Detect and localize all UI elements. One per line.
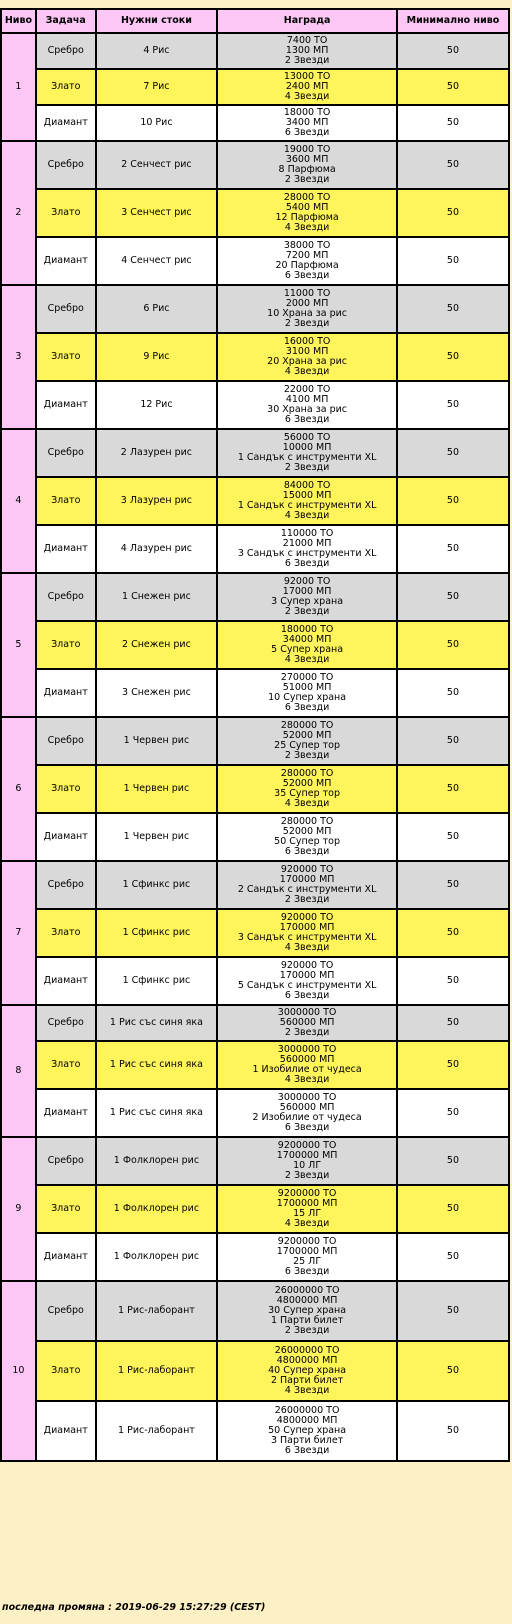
reward-line: 10000 МП [282,442,332,453]
task-cell: Сребро [36,33,96,69]
table-row [1,525,509,573]
min-level-cell: 50 [397,573,509,621]
reward-line: 4 Звезди [284,510,330,521]
reward-line: 7400 ТО [286,35,328,46]
reward-cell [217,621,397,669]
goods-cell: 3 Снежен рис [96,669,218,717]
min-level-cell: 50 [397,237,509,285]
table-row [1,429,509,477]
reward-line: 3100 МП [285,346,329,357]
reward-line: 2 Парти билет [270,1375,344,1386]
header-reward: Награда [217,9,397,33]
reward-line: 25 ЛГ [293,1256,322,1267]
header-min-level: Минимално ниво [397,9,509,33]
reward-line: 3600 МП [285,154,329,165]
reward-line: 2 Звезди [284,1325,330,1336]
reward-line: 1700000 МП [276,1150,338,1161]
reward-cell [217,33,397,69]
goods-cell: 3 Лазурен рис [96,477,218,525]
table-row [1,1005,509,1041]
table-row [1,1233,509,1281]
reward-line: 3 Парти билет [270,1435,344,1446]
level-cell: 9 [1,1137,36,1281]
reward-cell [217,105,397,141]
reward-line: 2 Изобилие от чудеса [252,1112,362,1123]
goods-cell: 1 Сфинкс рис [96,909,218,957]
reward-cell [217,381,397,429]
reward-cell [217,141,397,189]
reward-line: 17000 МП [282,586,332,597]
table-row [1,861,509,909]
goods-cell: 9 Рис [96,333,218,381]
task-cell: Диамант [36,525,96,573]
reward-line: 6 Звезди [284,702,330,713]
table-header-row [1,9,509,33]
min-level-cell: 50 [397,717,509,765]
goods-cell: 6 Рис [96,285,218,333]
header-goods: Нужни стоки [96,9,218,33]
reward-line: 6 Звезди [284,1445,330,1456]
min-level-cell: 50 [397,429,509,477]
reward-line: 6 Звезди [284,1122,330,1133]
reward-line: 25 Супер тор [274,740,341,751]
level-cell: 8 [1,1005,36,1137]
reward-line: 5400 МП [285,202,329,213]
reward-line: 10 Супер храна [268,692,347,703]
table-row [1,333,509,381]
reward-line: 15000 МП [282,490,332,501]
level-cell: 6 [1,717,36,861]
table-row [1,669,509,717]
task-cell: Злато [36,69,96,105]
reward-line: 3000000 ТО [277,1092,337,1103]
goods-cell: 1 Фолклорен рис [96,1233,218,1281]
table-row [1,573,509,621]
level-cell: 4 [1,429,36,573]
reward-line: 4800000 МП [276,1415,338,1426]
task-cell: Диамант [36,237,96,285]
reward-line: 26000000 ТО [274,1285,340,1296]
reward-line: 280000 ТО [280,720,334,731]
min-level-cell: 50 [397,621,509,669]
reward-line: 38000 ТО [283,240,331,251]
reward-line: 560000 МП [279,1054,335,1065]
min-level-cell: 50 [397,1185,509,1233]
reward-line: 2 Сандък с инструменти XL [237,884,377,895]
table-row [1,1185,509,1233]
task-cell: Сребро [36,1005,96,1041]
reward-line: 920000 ТО [280,960,334,971]
goods-cell: 1 Червен рис [96,813,218,861]
min-level-cell: 50 [397,1281,509,1341]
reward-line: 30 Супер храна [268,1305,347,1316]
reward-line: 560000 МП [279,1102,335,1113]
reward-line: 9200000 ТО [277,1236,337,1247]
reward-line: 2 Звезди [284,750,330,761]
reward-line: 21000 МП [282,538,332,549]
reward-cell [217,861,397,909]
table-row [1,1341,509,1401]
min-level-cell: 50 [397,105,509,141]
goods-cell: 1 Сфинкс рис [96,957,218,1005]
task-cell: Сребро [36,573,96,621]
reward-line: 52000 МП [282,826,332,837]
table-row [1,621,509,669]
reward-line: 51000 МП [282,682,332,693]
reward-line: 52000 МП [282,778,332,789]
reward-line: 3400 МП [285,117,329,128]
reward-cell [217,1137,397,1185]
reward-cell [217,813,397,861]
reward-line: 56000 ТО [283,432,331,443]
task-cell: Сребро [36,429,96,477]
min-level-cell: 50 [397,909,509,957]
reward-line: 3 Сандък с инструменти XL [237,548,377,559]
header-task: Задача [36,9,96,33]
goods-cell: 4 Лазурен рис [96,525,218,573]
task-cell: Диамант [36,1089,96,1137]
min-level-cell: 50 [397,33,509,69]
goods-cell: 4 Рис [96,33,218,69]
reward-line: 16000 ТО [283,336,331,347]
reward-line: 7200 МП [285,250,329,261]
task-cell: Диамант [36,1401,96,1461]
reward-line: 4 Звезди [284,1074,330,1085]
reward-line: 180000 ТО [280,624,334,635]
table-row [1,237,509,285]
reward-line: 4 Звезди [284,366,330,377]
min-level-cell: 50 [397,1401,509,1461]
min-level-cell: 50 [397,1005,509,1041]
reward-line: 2 Звезди [284,318,330,329]
table-row [1,285,509,333]
reward-line: 2000 МП [285,298,329,309]
reward-line: 6 Звезди [284,270,330,281]
task-cell: Диамант [36,669,96,717]
reward-line: 10 ЛГ [293,1160,322,1171]
table-row [1,1137,509,1185]
min-level-cell: 50 [397,381,509,429]
task-cell: Диамант [36,957,96,1005]
reward-cell [217,1401,397,1461]
reward-line: 170000 МП [279,874,335,885]
reward-line: 8 Парфюма [278,164,336,175]
goods-cell: 1 Фолклорен рис [96,1185,218,1233]
table-row [1,105,509,141]
reward-line: 2400 МП [285,81,329,92]
reward-line: 6 Звезди [284,558,330,569]
table-row [1,765,509,813]
reward-cell [217,237,397,285]
reward-line: 22000 ТО [283,384,331,395]
reward-line: 110000 ТО [280,528,334,539]
reward-line: 20 Парфюма [275,260,339,271]
task-cell: Злато [36,1341,96,1401]
reward-line: 3000000 ТО [277,1044,337,1055]
reward-line: 4100 МП [285,394,329,405]
reward-cell [217,1341,397,1401]
reward-line: 1 Сандък с инструменти XL [237,500,377,511]
goods-cell: 1 Фолклорен рис [96,1137,218,1185]
task-cell: Диамант [36,381,96,429]
min-level-cell: 50 [397,477,509,525]
goods-cell: 4 Сенчест рис [96,237,218,285]
task-cell: Диамант [36,1233,96,1281]
min-level-cell: 50 [397,525,509,573]
min-level-cell: 50 [397,69,509,105]
task-cell: Злато [36,1185,96,1233]
task-cell: Злато [36,765,96,813]
goods-cell: 12 Рис [96,381,218,429]
reward-line: 5 Сандък с инструменти XL [237,980,377,991]
reward-line: 280000 ТО [280,816,334,827]
min-level-cell: 50 [397,813,509,861]
reward-line: 1700000 МП [276,1246,338,1257]
reward-line: 6 Звезди [284,990,330,1001]
goods-cell: 1 Рис със синя яка [96,1041,218,1089]
reward-line: 560000 МП [279,1017,335,1028]
reward-line: 2 Звезди [284,1027,330,1038]
reward-line: 9200000 ТО [277,1140,337,1151]
reward-cell [217,717,397,765]
reward-line: 4800000 МП [276,1295,338,1306]
reward-line: 2 Звезди [284,606,330,617]
reward-line: 1300 МП [285,45,329,56]
goods-cell: 1 Рис със синя яка [96,1005,218,1041]
reward-cell [217,189,397,237]
reward-line: 2 Звезди [284,1170,330,1181]
reward-line: 4 Звезди [284,798,330,809]
header-level: Ниво [1,9,36,33]
min-level-cell: 50 [397,861,509,909]
task-cell: Сребро [36,1137,96,1185]
reward-cell [217,1281,397,1341]
table-row [1,717,509,765]
table-row [1,957,509,1005]
reward-line: 6 Звезди [284,1266,330,1277]
reward-line: 1 Сандък с инструменти XL [237,452,377,463]
goods-cell: 1 Рис-лаборант [96,1401,218,1461]
reward-line: 3 Супер храна [271,596,344,607]
reward-line: 920000 ТО [280,912,334,923]
task-cell: Сребро [36,717,96,765]
reward-cell [217,957,397,1005]
reward-line: 4 Звезди [284,654,330,665]
table-row [1,189,509,237]
reward-line: 1 Изобилие от чудеса [252,1064,362,1075]
task-cell: Сребро [36,1281,96,1341]
reward-line: 5 Супер храна [271,644,344,655]
task-cell: Диамант [36,105,96,141]
reward-line: 10 Храна за рис [267,308,348,319]
task-cell: Злато [36,189,96,237]
reward-cell [217,669,397,717]
task-cell: Злато [36,1041,96,1089]
table-row [1,813,509,861]
reward-line: 4 Звезди [284,1385,330,1396]
reward-line: 30 Храна за рис [267,404,348,415]
table-row [1,381,509,429]
reward-line: 26000000 ТО [274,1405,340,1416]
reward-line: 6 Звезди [284,414,330,425]
min-level-cell: 50 [397,765,509,813]
reward-cell [217,1185,397,1233]
reward-line: 15 ЛГ [293,1208,322,1219]
task-cell: Злато [36,333,96,381]
reward-line: 13000 ТО [283,71,331,82]
task-cell: Сребро [36,285,96,333]
goods-cell: 1 Рис-лаборант [96,1341,218,1401]
reward-line: 920000 ТО [280,864,334,875]
table-row [1,1281,509,1341]
table-row [1,477,509,525]
reward-cell [217,1233,397,1281]
reward-line: 9200000 ТО [277,1188,337,1199]
reward-line: 270000 ТО [280,672,334,683]
level-cell: 5 [1,573,36,717]
reward-line: 50 Супер тор [274,836,341,847]
level-cell: 10 [1,1281,36,1461]
reward-cell [217,1005,397,1041]
goods-cell: 2 Снежен рис [96,621,218,669]
reward-line: 18000 ТО [283,107,331,118]
reward-cell [217,1041,397,1089]
table-row [1,33,509,69]
task-cell: Диамант [36,813,96,861]
table-row [1,1041,509,1089]
reward-line: 170000 МП [279,922,335,933]
reward-line: 280000 ТО [280,768,334,779]
reward-line: 35 Супер тор [274,788,341,799]
task-cell: Сребро [36,141,96,189]
reward-line: 40 Супер храна [268,1365,347,1376]
level-cell: 1 [1,33,36,141]
reward-cell [217,909,397,957]
reward-line: 34000 МП [282,634,332,645]
reward-cell [217,1089,397,1137]
min-level-cell: 50 [397,1341,509,1401]
reward-cell [217,573,397,621]
last-modified-footer: последна промяна : 2019-06-29 15:27:29 (CEST) [2,1602,266,1613]
min-level-cell: 50 [397,1041,509,1089]
goods-cell: 1 Червен рис [96,717,218,765]
reward-line: 20 Храна за рис [267,356,348,367]
min-level-cell: 50 [397,1137,509,1185]
level-cell: 3 [1,285,36,429]
table-row [1,1401,509,1461]
min-level-cell: 50 [397,957,509,1005]
reward-line: 52000 МП [282,730,332,741]
reward-line: 6 Звезди [284,127,330,138]
reward-line: 6 Звезди [284,846,330,857]
reward-line: 28000 ТО [283,192,331,203]
reward-line: 4 Звезди [284,942,330,953]
task-cell: Злато [36,621,96,669]
goods-cell: 2 Лазурен рис [96,429,218,477]
task-cell: Злато [36,909,96,957]
reward-cell [217,765,397,813]
reward-line: 4 Звезди [284,91,330,102]
table-row [1,909,509,957]
min-level-cell: 50 [397,285,509,333]
min-level-cell: 50 [397,189,509,237]
goods-cell: 2 Сенчест рис [96,141,218,189]
reward-line: 11000 ТО [283,288,331,299]
level-cell: 7 [1,861,36,1005]
reward-line: 3000000 ТО [277,1007,337,1018]
reward-cell [217,477,397,525]
reward-line: 4 Звезди [284,222,330,233]
table-row [1,1089,509,1137]
reward-line: 170000 МП [279,970,335,981]
reward-cell [217,333,397,381]
reward-line: 3 Сандък с инструменти XL [237,932,377,943]
level-cell: 2 [1,141,36,285]
goods-cell: 10 Рис [96,105,218,141]
goods-cell: 1 Сфинкс рис [96,861,218,909]
goods-cell: 7 Рис [96,69,218,105]
goods-cell: 1 Снежен рис [96,573,218,621]
reward-line: 12 Парфюма [275,212,339,223]
table-row [1,69,509,105]
rewards-table [0,8,510,1462]
reward-cell [217,525,397,573]
reward-line: 50 Супер храна [268,1425,347,1436]
min-level-cell: 50 [397,669,509,717]
min-level-cell: 50 [397,1233,509,1281]
reward-line: 4 Звезди [284,1218,330,1229]
reward-line: 26000000 ТО [274,1345,340,1356]
reward-line: 2 Звезди [284,894,330,905]
goods-cell: 1 Рис със синя яка [96,1089,218,1137]
min-level-cell: 50 [397,141,509,189]
task-cell: Сребро [36,861,96,909]
goods-cell: 1 Рис-лаборант [96,1281,218,1341]
reward-cell [217,285,397,333]
reward-line: 2 Звезди [284,55,330,66]
reward-line: 2 Звезди [284,174,330,185]
reward-line: 4800000 МП [276,1355,338,1366]
reward-line: 1700000 МП [276,1198,338,1209]
reward-cell [217,69,397,105]
table-body [1,33,509,1461]
min-level-cell: 50 [397,333,509,381]
reward-line: 2 Звезди [284,462,330,473]
reward-line: 84000 ТО [283,480,331,491]
goods-cell: 3 Сенчест рис [96,189,218,237]
reward-line: 1 Парти билет [270,1315,344,1326]
reward-cell [217,429,397,477]
goods-cell: 1 Червен рис [96,765,218,813]
table-row [1,141,509,189]
min-level-cell: 50 [397,1089,509,1137]
task-cell: Злато [36,477,96,525]
reward-line: 19000 ТО [283,144,331,155]
reward-line: 92000 ТО [283,576,331,587]
